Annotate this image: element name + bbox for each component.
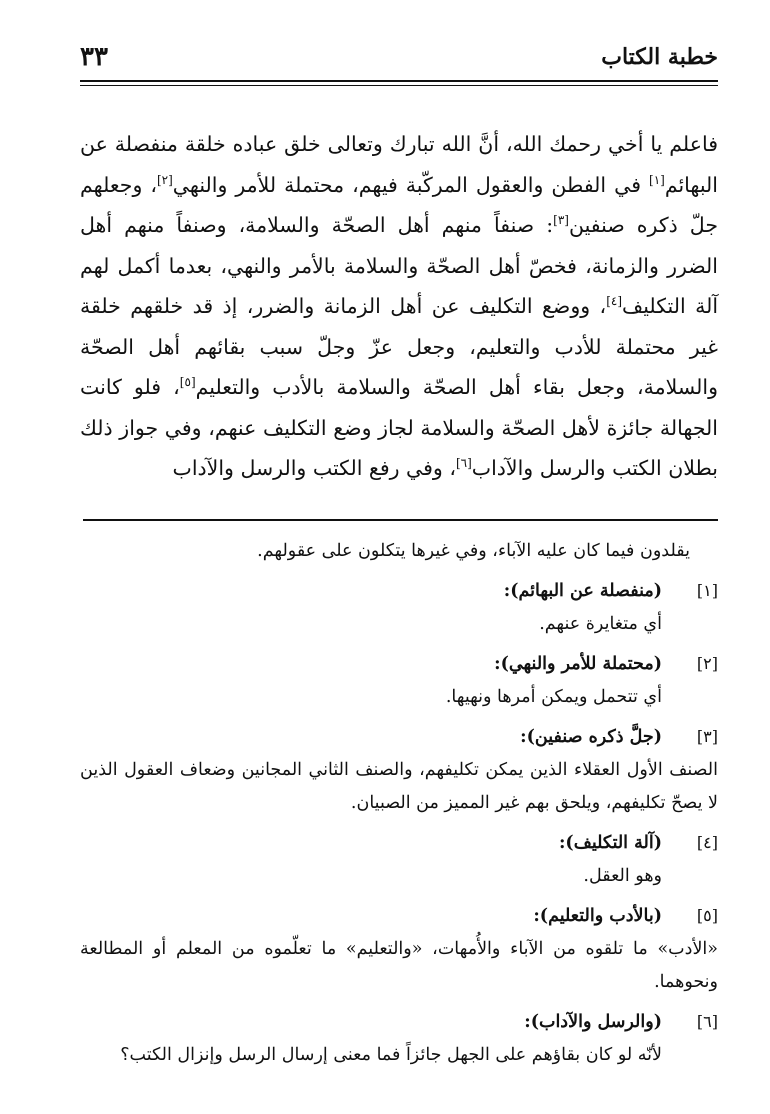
footnote-text: لأنّه لو كان بقاؤهم على الجهل جائزاً فما معنى إرسال الرسل وإنزال الكتب؟ — [120, 1044, 662, 1065]
footnote-continuation: يقلدون فيما كان عليه الآباء، وفي غيرها يتكلون على عقولهم. — [257, 540, 690, 561]
footnote-text: الصنف الأول العقلاء الذين يمكن تكليفهم، والصنف الثاني المجانين وضعاف العقول الذين لا يصحّ تكليفهم، ويلحق بهم غير المميز من الصبيان. — [80, 759, 718, 813]
footnote-term: (والرسل والآداب): — [524, 1011, 662, 1032]
footnote-2 — [80, 647, 718, 714]
footnote-term: (محتملة للأمر والنهي): — [494, 653, 662, 674]
chapter-title: خطبة الكتاب — [601, 44, 718, 70]
body-text-segment: ، ووضع التكليف عن أهل الزمانة والضرر، إذ قد خلقهم خلقة غير محتملة للأدب والتعليم، وجعل عزّ وجلّ سبب بقائهم أهل الصحّة والسلامة، وجعل بقاء أهل الصحّة والسلامة بالأدب والتعليم — [80, 294, 718, 399]
footnote-marker: [٤] — [696, 832, 718, 852]
footnote-text: أي تتحمل ويمكن أمرها ونهيها. — [445, 686, 662, 707]
footnote-marker: [٥] — [696, 905, 718, 925]
footnote-term: (جلَّ ذكره صنفين): — [520, 726, 662, 747]
footnote-marker: [١] — [696, 580, 718, 600]
footnote-head — [80, 899, 718, 933]
footnote-head — [80, 647, 718, 681]
footnote-3 — [80, 720, 718, 820]
footnote-head — [80, 720, 718, 754]
body-text-segment: ، فلو كانت الجهالة جائزة لأهل الصحّة والسلامة لجاز وضع التكليف عنهم، وفي جواز ذلك بطلان الكتب والرسل والآداب — [80, 375, 718, 480]
main-paragraph — [80, 124, 718, 489]
footnote-ref[interactable]: [٦] — [455, 456, 472, 471]
footnote-head — [80, 826, 718, 860]
body-text-segment: فاعلم يا أخي رحمك الله، أنَّ الله تبارك وتعالى خلق عباده خلقة منفصلة عن البهائم — [80, 132, 718, 197]
footnotes — [80, 535, 718, 1072]
footnote-ref[interactable]: [٣] — [553, 213, 569, 228]
page-header — [80, 40, 718, 74]
footnote-head — [80, 574, 718, 608]
footnote-term: (منفصلة عن البهائم): — [503, 580, 662, 601]
body-text-segment: : صنفاً منهم أهل الصحّة والسلامة، وصنفاً منهم أهل الضرر والزمانة، فخصّ أهل الصحّة والسلامة بالأمر والنهي، بعدما أكمل لهم آلة التكليف — [80, 213, 719, 318]
footnote-marker: [٢] — [696, 653, 718, 673]
page-number: ٣٣ — [80, 42, 108, 72]
footnote-ref[interactable]: [٢] — [156, 172, 173, 187]
book-page — [80, 40, 718, 1100]
footnote-ref[interactable]: [٥] — [179, 375, 196, 390]
footnote-head — [80, 1005, 718, 1039]
footnote-1 — [80, 574, 718, 641]
footnote-5 — [80, 899, 718, 999]
footnote-ref[interactable]: [١] — [649, 172, 665, 187]
body-text-segment: ، وفي رفع الكتب والرسل والآداب — [172, 456, 456, 480]
footnote-marker: [٣] — [696, 726, 718, 746]
footnote-term: (آلة التكليف): — [558, 832, 662, 853]
footnote-marker: [٦] — [696, 1011, 718, 1031]
body-text-segment: ، وجعلهم جلّ ذكره صنفين — [80, 172, 718, 237]
footnote-ref[interactable]: [٤] — [606, 294, 623, 309]
footnote-6 — [80, 1005, 718, 1072]
footnote-4 — [80, 826, 718, 893]
footnote-separator — [83, 519, 718, 521]
footnote-text: «الأدب» ما تلقوه من الآباء والأُمهات، «والتعليم» ما تعلّموه من المعلم أو المطالعة ونحوهما. — [80, 938, 718, 992]
body-text-segment: في الفطن والعقول المركّبة فيهم، محتملة للأمر والنهي — [172, 172, 649, 197]
footnote-text: وهو العقل. — [583, 865, 662, 886]
footnote-term: (بالأدب والتعليم): — [533, 905, 662, 926]
header-rule — [80, 80, 718, 86]
footnote-text: أي متغايرة عنهم. — [539, 613, 662, 634]
